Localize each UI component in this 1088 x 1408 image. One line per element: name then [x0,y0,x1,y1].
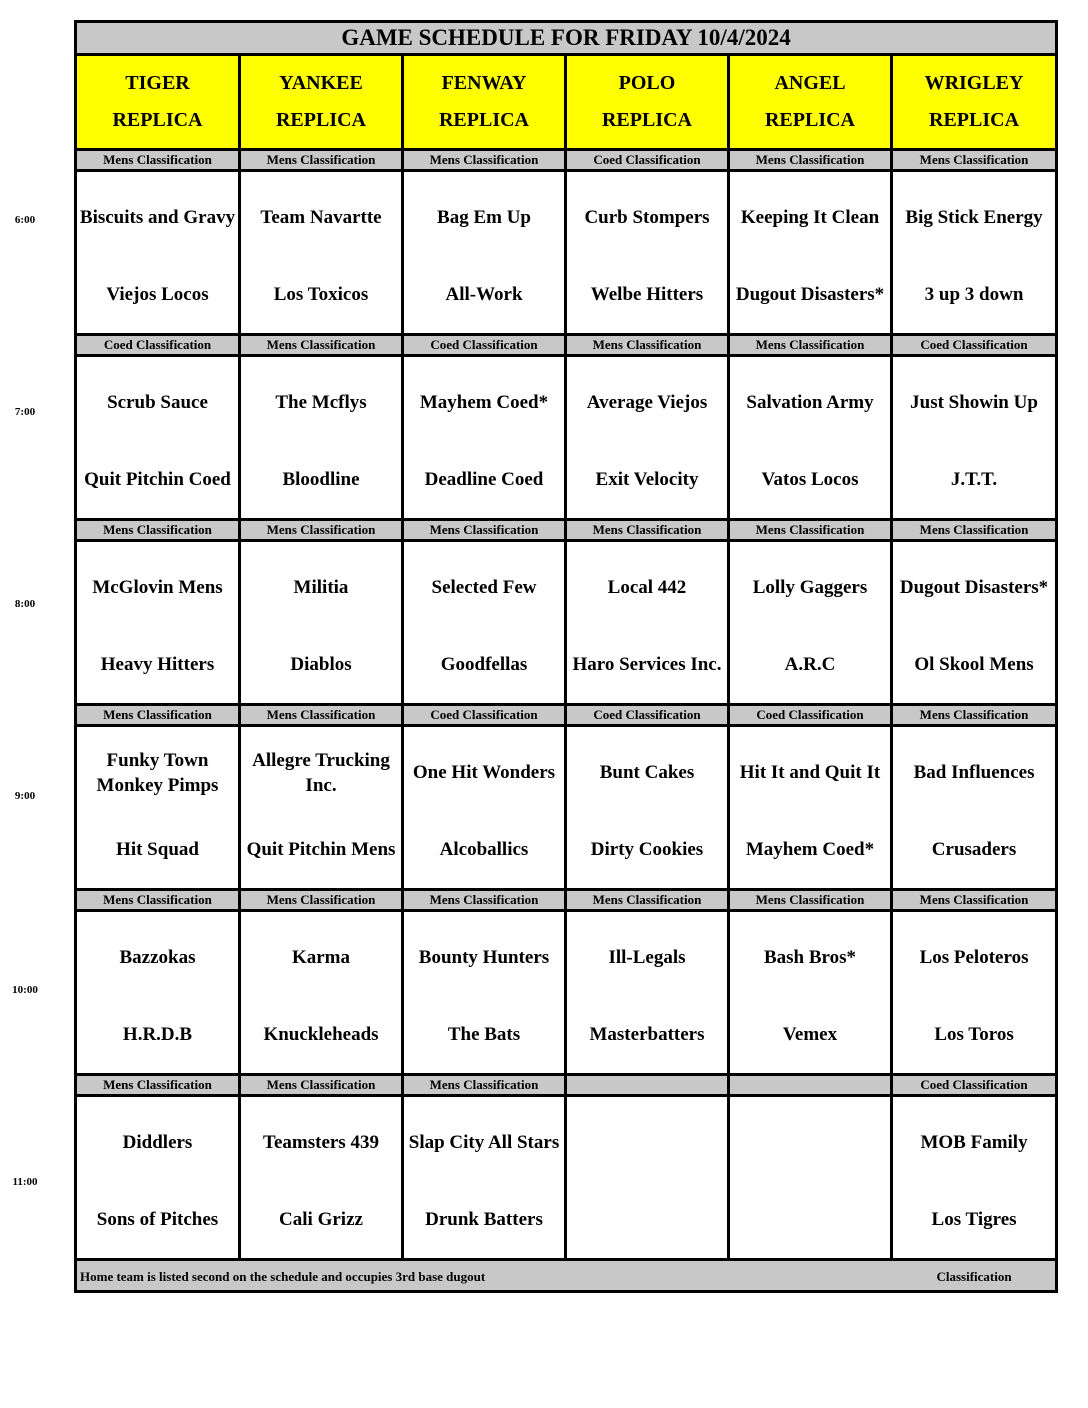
game-cell [403,171,566,335]
game-cell [892,356,1057,520]
away-team: McGlovin Mens [92,577,223,598]
game-cell [76,171,240,335]
away-team: Curb Stompers [584,207,710,228]
classification-label: Mens Classification [892,520,1057,541]
game-cell [566,1096,729,1260]
game-row [76,356,1057,520]
home-team: Deadline Coed [424,469,544,490]
away-team: Lolly Gaggers [752,577,868,598]
field-subtitle: REPLICA [929,109,1020,131]
away-team: Bunt Cakes [599,762,695,783]
game-cell [729,356,892,520]
time-label: 8:00 [14,598,36,610]
away-team [730,1101,890,1185]
game-cell [76,726,240,890]
classification-label: Mens Classification [76,1075,240,1096]
classification-label: Mens Classification [566,890,729,911]
classification-row [76,1075,1057,1096]
classification-label: Mens Classification [76,520,240,541]
home-team: Vatos Locos [761,469,859,490]
game-row [76,541,1057,705]
field-header-tiger [76,55,240,150]
away-team: Allegre Trucking Inc. [252,749,390,796]
away-team: Funky Town Monkey Pimps [96,749,219,796]
game-cell [403,356,566,520]
home-team: Ol Skool Mens [914,654,1034,675]
home-team: Quit Pitchin Mens [246,839,396,860]
field-name: WRIGLEY [924,72,1024,94]
game-cell [892,541,1057,705]
home-team: The Bats [447,1024,521,1045]
field-name: FENWAY [441,72,527,94]
classification-label: Coed Classification [729,705,892,726]
game-cell [403,911,566,1075]
away-team: MOB Family [920,1132,1028,1153]
classification-row [76,150,1057,171]
game-cell [240,541,403,705]
field-name: POLO [618,72,676,94]
away-team: Militia [293,577,349,598]
classification-label: Mens Classification [729,150,892,171]
home-team: Exit Velocity [595,469,699,490]
field-name: YANKEE [279,72,363,94]
away-team: Local 442 [607,577,687,598]
classification-label: Mens Classification [76,890,240,911]
home-team: Heavy Hitters [100,654,215,675]
game-cell [240,726,403,890]
classification-label: Coed Classification [892,1075,1057,1096]
home-team: Hit Squad [116,839,199,860]
game-cell [892,911,1057,1075]
game-cell [729,541,892,705]
home-team: Diablos [290,654,352,675]
home-team [730,1185,890,1255]
classification-row [76,335,1057,356]
home-team: Sons of Pitches [96,1209,219,1230]
home-team: Knuckleheads [263,1024,379,1045]
classification-label: Mens Classification [729,520,892,541]
away-team: Diddlers [122,1132,193,1153]
game-cell [729,911,892,1075]
classification-label: Mens Classification [729,890,892,911]
home-team: Mayhem Coed* [745,839,875,860]
time-label: 7:00 [14,406,36,418]
field-subtitle: REPLICA [275,109,366,131]
away-team: Slap City All Stars [408,1132,560,1153]
field-subtitle: REPLICA [764,109,855,131]
away-team: Bazzokas [119,947,196,968]
field-header-row [76,55,1057,150]
classification-label [566,1075,729,1096]
away-team: One Hit Wonders [412,762,556,783]
classification-label: Mens Classification [240,705,403,726]
away-team: Dugout Disasters* [899,577,1049,598]
home-team: All-Work [445,284,523,305]
field-subtitle: REPLICA [112,109,203,131]
game-cell [566,911,729,1075]
classification-label: Mens Classification [240,890,403,911]
game-cell [892,726,1057,890]
game-cell [729,1096,892,1260]
home-team: Viejos Locos [106,284,209,305]
classification-label: Coed Classification [76,335,240,356]
game-cell [76,1096,240,1260]
classification-label: Coed Classification [566,150,729,171]
away-team: Bounty Hunters [418,947,550,968]
away-team: Karma [291,947,351,968]
away-team: Bag Em Up [437,207,531,228]
away-team: Bad Influences [913,762,1035,783]
game-cell [892,1096,1057,1260]
game-cell [566,726,729,890]
classification-row [76,520,1057,541]
away-team: Mayhem Coed* [419,392,549,413]
game-cell [76,911,240,1075]
game-cell [240,171,403,335]
game-cell [892,171,1057,335]
game-row [76,1096,1057,1260]
classification-label: Mens Classification [240,335,403,356]
classification-label: Mens Classification [892,890,1057,911]
classification-label [729,1075,892,1096]
classification-label: Mens Classification [240,520,403,541]
footer-classification: Classification [936,1269,1012,1284]
home-team: H.R.D.B [122,1024,193,1045]
home-team: Drunk Batters [425,1209,543,1230]
home-team: Alcoballics [439,839,529,860]
home-team: Vemex [782,1024,838,1045]
home-team: Los Toros [934,1024,1014,1045]
game-cell [403,726,566,890]
home-team: A.R.C [784,654,836,675]
field-name: ANGEL [774,72,846,94]
classification-row [76,890,1057,911]
home-team: Dirty Cookies [590,839,704,860]
classification-label: Mens Classification [892,705,1057,726]
away-team: The Mcflys [275,392,367,413]
home-team: Cali Grizz [279,1209,363,1230]
classification-label: Coed Classification [892,335,1057,356]
away-team: Hit It and Quit It [739,762,881,783]
classification-label: Mens Classification [729,335,892,356]
time-label: 11:00 [12,1176,38,1188]
home-team: Masterbatters [589,1024,705,1045]
field-name: TIGER [125,72,190,94]
time-label: 9:00 [14,790,36,802]
classification-label: Coed Classification [566,705,729,726]
classification-label: Mens Classification [403,150,566,171]
classification-label: Mens Classification [892,150,1057,171]
classification-label: Mens Classification [240,150,403,171]
field-header-yankee [240,55,403,150]
schedule-table [74,20,1058,1293]
away-team: Selected Few [431,577,537,598]
away-team: Scrub Sauce [107,392,208,413]
classification-label: Coed Classification [403,705,566,726]
away-team: Just Showin Up [910,392,1038,413]
game-cell [76,541,240,705]
home-team: J.T.T. [950,469,998,490]
away-team: Big Stick Energy [905,207,1043,228]
classification-label: Mens Classification [76,150,240,171]
field-header-wrigley [892,55,1057,150]
away-team: Team Navartte [260,207,382,228]
footer-bar [76,1260,1057,1292]
classification-row [76,705,1057,726]
classification-label: Mens Classification [403,520,566,541]
home-team: Quit Pitchin Coed [84,469,231,490]
home-team: Goodfellas [440,654,528,675]
game-cell [566,171,729,335]
home-team: Los Toxicos [273,284,369,305]
game-cell [729,171,892,335]
away-team: Keeping It Clean [740,207,880,228]
home-team [567,1185,727,1255]
home-team: 3 up 3 down [924,284,1024,305]
away-team [567,1101,727,1185]
away-team: Average Viejos [586,392,708,413]
field-header-fenway [403,55,566,150]
away-team: Teamsters 439 [263,1132,379,1153]
game-cell [240,1096,403,1260]
field-subtitle: REPLICA [438,109,529,131]
home-team: Los Tigres [931,1209,1017,1230]
time-label: 10:00 [12,984,38,996]
schedule-title: GAME SCHEDULE FOR FRIDAY 10/4/2024 [76,22,1057,55]
away-team: Biscuits and Gravy [79,207,236,228]
classification-label: Coed Classification [403,335,566,356]
away-team: Salvation Army [746,392,874,413]
field-header-polo [566,55,729,150]
home-team-note: Home team is listed second on the schedule and occupies 3rd base dugout [80,1269,486,1284]
field-subtitle: REPLICA [601,109,692,131]
game-cell [403,541,566,705]
classification-label: Mens Classification [403,890,566,911]
away-team: Bash Bros* [763,947,857,968]
time-label: 6:00 [14,214,36,226]
home-team: Welbe Hitters [590,284,704,305]
home-team: Bloodline [282,469,360,490]
game-cell [566,356,729,520]
game-cell [566,541,729,705]
classification-label: Mens Classification [566,520,729,541]
home-team: Haro Services Inc. [572,654,722,675]
game-cell [240,911,403,1075]
classification-label: Mens Classification [76,705,240,726]
home-team: Dugout Disasters* [735,284,885,305]
game-cell [403,1096,566,1260]
game-cell [76,356,240,520]
away-team: Los Peloteros [919,947,1029,968]
game-row [76,171,1057,335]
time-column [0,0,74,1408]
away-team: Ill-Legals [608,947,686,968]
game-row [76,911,1057,1075]
game-row [76,726,1057,890]
game-cell [240,356,403,520]
classification-label: Mens Classification [403,1075,566,1096]
field-header-angel [729,55,892,150]
classification-label: Mens Classification [240,1075,403,1096]
game-cell [729,726,892,890]
classification-label: Mens Classification [566,335,729,356]
home-team: Crusaders [931,839,1017,860]
